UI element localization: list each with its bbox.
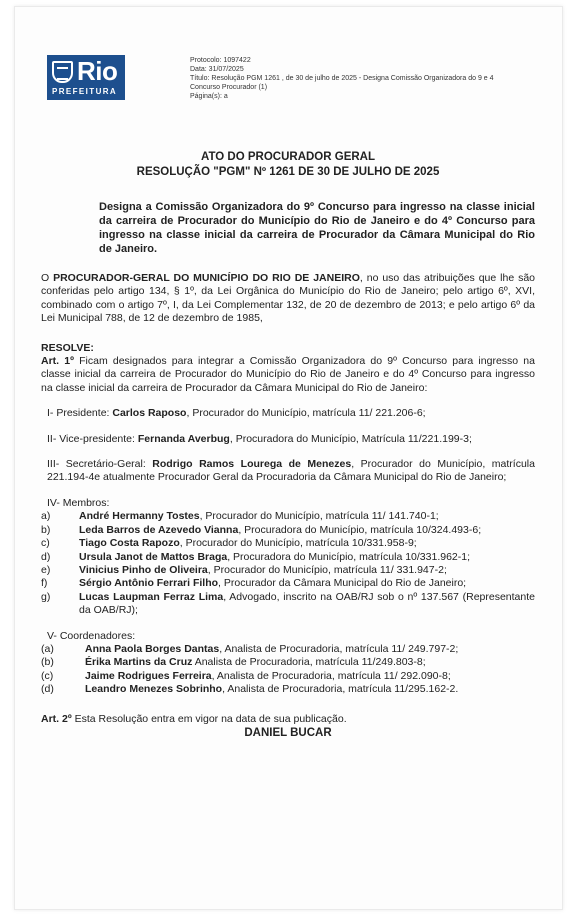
article-2-text: Esta Resolução entra em vigor na data de sua publicação.	[71, 712, 347, 725]
designation-summary: Designa a Comissão Organizadora do 9º Concurso para ingresso na classe inicial da carreira de Procurador do Município do Rio de Janeiro e do 4º Concurso para ingresso na classe inicial da carreira de Procurador da Câmara Municipal do Rio de Janeiro.	[99, 201, 535, 255]
list-item: (c) Jaime Rodrigues Ferreira, Analista de Procuradoria, matrícula 11/ 292.090-8;	[41, 669, 451, 682]
article-1-label: Art. 1º	[41, 355, 74, 368]
signature: DANIEL BUCAR	[244, 726, 332, 739]
list-item: e) Vinicius Pinho de Oliveira, Procurador do Município, matrícula 11/ 331.947-2;	[41, 563, 447, 576]
protocol-line: Protocolo: 1097422	[190, 57, 251, 64]
article-2	[41, 713, 535, 726]
rio-prefeitura-logo	[47, 55, 125, 100]
rio-coat-of-arms-icon	[52, 61, 73, 83]
protocol-line: Página(s): a	[190, 93, 228, 100]
protocol-line: Concurso Procurador (1)	[190, 84, 268, 91]
protocol-stamp	[190, 56, 550, 101]
preamble	[41, 272, 535, 326]
coordinators-list	[41, 643, 535, 697]
list-item: g) Lucas Laupman Ferraz Lima, Advogado, inscrito na OAB/RJ sob o nº 137.567 (Representante da OAB/RJ);	[41, 590, 535, 617]
list-item: d) Ursula Janot de Mattos Braga, Procuradora do Município, matrícula 10/331.962-1;	[41, 550, 471, 563]
resolution-title: RESOLUÇÃO "PGM" Nº 1261 DE 30 DE JULHO DE 2025	[136, 165, 440, 178]
protocol-line: Data: 31/07/2025	[190, 66, 244, 73]
article-1-text: Ficam designados para integrar a Comissão Organizadora do 9º Concurso para ingresso na classe inicial da carreira de Procurador do Município do Rio de Janeiro e do 4º Concurso para ingresso na classe inicial da carreira de Procurador da Câmara Municipal do Rio de Janeiro:	[41, 355, 535, 394]
list-item: (b) Érika Martins da Cruz Analista de Procuradoria, matrícula 11/249.803-8;	[41, 656, 426, 669]
protocol-line: Título: Resolução PGM 1261 , de 30 de julho de 2025 - Designa Comissão Organizadora do 9 e 4	[190, 75, 494, 82]
article-2-label: Art. 2º	[41, 712, 72, 725]
president-name: Carlos Raposo	[112, 407, 187, 420]
members-list	[41, 510, 535, 617]
preamble-text: , no uso das atribuições que lhe são conferidas pelo artigo 134, § 1º, da Lei Orgânica do Município do Rio de Janeiro; pelo artigo 6º, XVI, combinado com o artigo 7º, I, da Lei Complementar 132, de 20 de dezembro de 2013; e pelo artigo 6º da Lei Municipal 788, de 12 de dezembro de 1985,	[41, 272, 535, 325]
secretary-line: III- Secretário-Geral: Rodrigo Ramos Lourega de Menezes, Procurador do Município, matrícula 221.194-4e atualmente Procurador Geral da Procuradoria da Câmara Municipal do Rio de Janeiro;	[47, 458, 535, 484]
vice-president-line: II- Vice-presidente: Fernanda Averbug, Procuradora do Município, Matrícula 11/221.199-3;	[47, 432, 472, 445]
president-line: I- Presidente: Carlos Raposo, Procurador do Município, matrícula 11/ 221.206-6;	[47, 407, 426, 420]
list-item: c) Tiago Costa Rapozo, Procurador do Município, matrícula 10/331.958-9;	[41, 537, 417, 550]
logo-word: Rio	[77, 56, 118, 86]
list-item: (d) Leandro Menezes Sobrinho, Analista de Procuradoria, matrícula 11/295.162-2.	[41, 683, 459, 696]
vice-president-name: Fernanda Averbug	[137, 432, 230, 445]
list-item: b) Leda Barros de Azevedo Vianna, Procuradora do Município, matrícula 10/324.493-6;	[41, 523, 482, 536]
coordinators-heading: V- Coordenadores:	[47, 629, 136, 642]
preamble-lead: O	[41, 272, 54, 284]
act-heading: ATO DO PROCURADOR GERAL	[201, 151, 375, 163]
article-1	[41, 355, 535, 395]
list-item: a) André Hermanny Tostes, Procurador do Município, matrícula 11/ 141.740-1;	[41, 510, 439, 523]
members-heading: IV- Membros:	[47, 496, 110, 509]
list-item: f) Sérgio Antônio Ferrari Filho, Procurador da Câmara Municipal do Rio de Janeiro;	[41, 577, 467, 590]
resolve-label: RESOLVE:	[41, 341, 94, 354]
preamble-authority: PROCURADOR-GERAL DO MUNICÍPIO DO RIO DE JANEIRO	[53, 272, 360, 284]
resolution-body	[41, 150, 535, 740]
list-item: (a) Anna Paola Borges Dantas, Analista de Procuradoria, matrícula 11/ 249.797-2;	[41, 642, 459, 655]
secretary-name: Rodrigo Ramos Lourega de Menezes	[152, 458, 352, 471]
logo-subtitle: PREFEITURA	[52, 87, 118, 96]
